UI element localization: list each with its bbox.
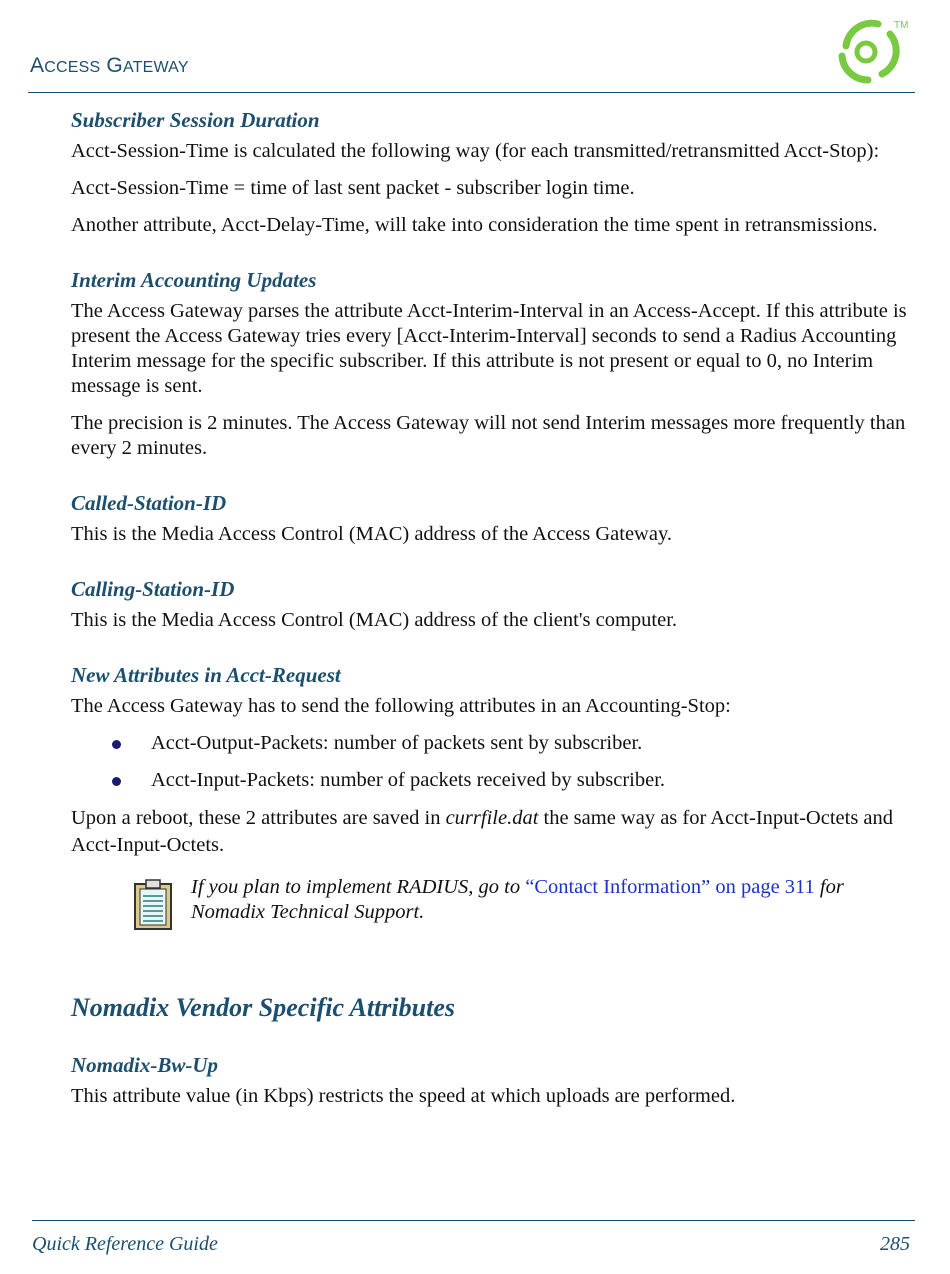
nomadix-logo-icon [832,16,912,88]
heading-new-attributes: New Attributes in Acct-Request [71,663,341,687]
heading-interim-accounting-updates: Interim Accounting Updates [71,268,317,292]
header-divider [28,92,915,93]
list-item [71,731,911,756]
paragraph: The precision is 2 minutes. The Access Gateway will not send Interim messages more frequently than every 2 minutes. [71,412,906,459]
bullet-icon [112,777,121,786]
list-item-text: Acct-Output-Packets: number of packets sent by subscriber. [151,732,643,754]
heading-subscriber-session-duration: Subscriber Session Duration [71,108,320,132]
page-body [71,108,911,1121]
footer-divider [32,1220,915,1221]
paragraph: The Access Gateway parses the attribute Acct-Interim-Interval in an Access-Accept. If this attribute is present the Access Gateway tries every [Acct-Interim-Interval] seconds to send a Radius Accounting Interim message for the specific subscriber. If this attribute is not present or equal to 0, no Interim message is sent. [71,300,907,397]
header-cap-g: G [106,54,123,77]
list-item-text: Acct-Input-Packets: number of packets received by subscriber. [151,769,666,791]
logo-trademark: TM [894,20,909,31]
note-box [71,875,911,935]
footer-guide-title: Quick Reference Guide [32,1233,218,1255]
paragraph [71,805,911,859]
filename: currfile.dat [445,807,539,829]
paragraph: This is the Media Access Control (MAC) address of the Access Gateway. [71,523,673,545]
paragraph: Another attribute, Acct-Delay-Time, will take into consideration the time spent in retransmissions. [71,214,878,236]
heading-nomadix-bw-up: Nomadix-Bw-Up [71,1053,218,1077]
paragraph-text: the same way as for Acct-Input-Octets and Acct-Input-Octets. [71,807,894,856]
heading-nomadix-vendor-specific-attributes: Nomadix Vendor Specific Attributes [71,993,455,1022]
heading-called-station-id: Called-Station-ID [71,491,227,515]
paragraph: This is the Media Access Control (MAC) address of the client's computer. [71,609,678,631]
header-cap-a: A [30,54,45,77]
heading-calling-station-id: Calling-Station-ID [71,577,235,601]
clipboard-note-icon [133,879,173,931]
paragraph-text: Upon a reboot, these 2 attributes are saved in [71,807,446,829]
paragraph: The Access Gateway has to send the following attributes in an Accounting-Stop: [71,695,731,717]
note-text: If you plan to implement RADIUS, go to [191,876,526,898]
paragraph: Acct-Session-Time is calculated the following way (for each transmitted/retransmitted Acct-Stop): [71,140,880,162]
page-number: 285 [880,1233,910,1255]
header-rest-g: ATEWAY [122,59,189,76]
list-item [71,768,911,793]
attribute-list [71,731,911,793]
running-header [30,54,189,78]
paragraph: This attribute value (in Kbps) restricts the speed at which uploads are performed. [71,1085,736,1107]
contact-information-link[interactable]: “Contact Information” on page 311 [525,876,815,898]
paragraph: Acct-Session-Time = time of last sent packet - subscriber login time. [71,177,635,199]
bullet-icon [112,740,121,749]
header-rest-a: CCESS [44,59,101,76]
note-text: for Nomadix Technical Support. [191,876,844,923]
